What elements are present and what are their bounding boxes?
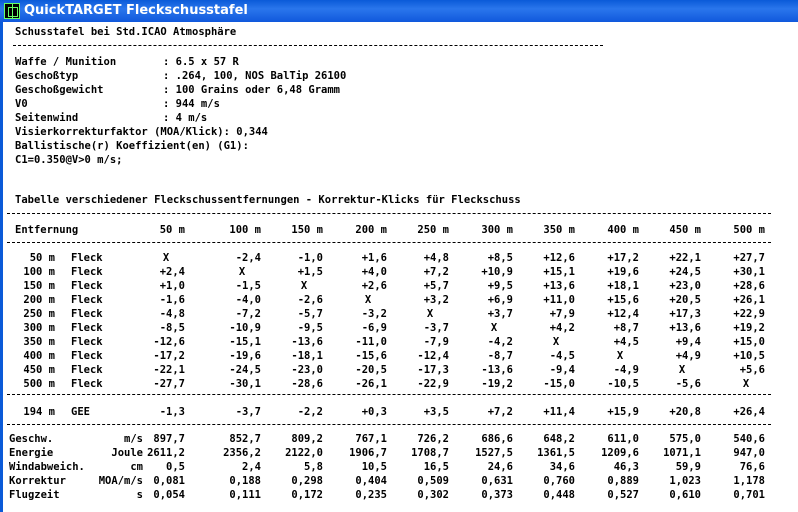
data-cell: 1527,5 [475, 447, 513, 459]
gee-cell: +15,9 [607, 406, 639, 418]
table-cell: -2,6 [297, 294, 323, 306]
data-row-label: Geschw. [9, 433, 54, 445]
table-cell: -5,7 [297, 308, 323, 320]
table-cell: +27,7 [733, 252, 765, 264]
table-cell: +1,0 [159, 280, 185, 292]
gee-cell: -2,2 [297, 406, 323, 418]
gee-cell: -1,3 [159, 406, 185, 418]
table-cell: +15,1 [543, 266, 575, 278]
table-cell: -6,9 [361, 322, 387, 334]
data-row-unit: cm [130, 461, 143, 473]
table-cell: X [616, 350, 624, 362]
info-label: Geschoßgewicht [15, 84, 104, 96]
divider [7, 394, 771, 395]
data-cell: 46,3 [613, 461, 639, 473]
row-distance: 200 m [23, 294, 55, 306]
table-cell: +9,5 [487, 280, 513, 292]
table-cell: +4,2 [549, 322, 575, 334]
data-cell: 2122,0 [285, 447, 323, 459]
column-header: 100 m [229, 224, 261, 236]
table-cell: +26,1 [733, 294, 765, 306]
gee-cell: +20,8 [669, 406, 701, 418]
table-cell: -28,6 [291, 378, 323, 390]
table-cell: +9,4 [675, 336, 701, 348]
row-distance: 500 m [23, 378, 55, 390]
table-cell: X [490, 322, 498, 334]
data-cell: 767,1 [355, 433, 387, 445]
column-header: 200 m [355, 224, 387, 236]
table-cell: -13,6 [291, 336, 323, 348]
table-cell: +22,1 [669, 252, 701, 264]
info-value: : 4 m/s [163, 112, 208, 124]
table-cell: +17,2 [607, 252, 639, 264]
data-cell: 0,404 [355, 475, 387, 487]
data-cell: 1361,5 [537, 447, 575, 459]
table-cell: +18,1 [607, 280, 639, 292]
row-label: Fleck [71, 280, 103, 292]
row-distance: 100 m [23, 266, 55, 278]
table-cell: +13,6 [543, 280, 575, 292]
table-cell: -4,0 [235, 294, 261, 306]
table-cell: +2,4 [159, 266, 185, 278]
data-cell: 611,0 [607, 433, 639, 445]
table-cell: -13,6 [481, 364, 513, 376]
data-cell: 0,235 [355, 489, 387, 501]
table-cell: +7,2 [423, 266, 449, 278]
data-cell: 1906,7 [349, 447, 387, 459]
data-cell: 2611,2 [147, 447, 185, 459]
table-cell: X [678, 364, 686, 376]
table-cell: +8,7 [613, 322, 639, 334]
row-label: Fleck [71, 308, 103, 320]
table-cell: +4,5 [613, 336, 639, 348]
data-row-unit: m/s [124, 433, 143, 445]
table-cell: -17,3 [417, 364, 449, 376]
table-cell: +15,6 [607, 294, 639, 306]
data-cell: 0,054 [153, 489, 185, 501]
table-cell: +4,8 [423, 252, 449, 264]
gee-cell: +0,3 [361, 406, 387, 418]
data-cell: 0,610 [669, 489, 701, 501]
table-cell: +5,6 [739, 364, 765, 376]
table-cell: +19,2 [733, 322, 765, 334]
data-cell: 852,7 [229, 433, 261, 445]
row-distance: 300 m [23, 322, 55, 334]
window-title: QuickTARGET Fleckschusstafel [24, 3, 248, 18]
data-cell: 0,509 [417, 475, 449, 487]
info-label: C1=0.350@V>0 m/s; [15, 154, 123, 166]
row-distance: 450 m [23, 364, 55, 376]
data-cell: 0,701 [733, 489, 765, 501]
table-title: Tabelle verschiedener Fleckschussentfernungen - Korrektur-Klicks für Fleckschuss [15, 194, 521, 206]
row-label: Fleck [71, 322, 103, 334]
info-label: V0 [15, 98, 28, 110]
data-row-label: Flugzeit [9, 489, 60, 501]
data-row-unit: Joule [111, 447, 143, 459]
info-value: : 6.5 x 57 R [163, 56, 239, 68]
table-cell: -24,5 [229, 364, 261, 376]
data-cell: 0,298 [291, 475, 323, 487]
table-cell: +3,7 [487, 308, 513, 320]
title-bar[interactable] [0, 0, 798, 22]
row-distance: 50 m [29, 252, 55, 264]
table-cell: X [162, 252, 170, 264]
column-header: 50 m [159, 224, 185, 236]
data-row-label: Korrektur [9, 475, 66, 487]
table-cell: -10,9 [229, 322, 261, 334]
report-heading: Schusstafel bei Std.ICAO Atmosphäre [15, 26, 237, 38]
table-cell: +1,6 [361, 252, 387, 264]
info-label: Ballistische(r) Koeffizient(en) (G1): [15, 140, 249, 152]
info-value: : .264, 100, NOS BalTip 26100 [163, 70, 347, 82]
data-cell: 0,373 [481, 489, 513, 501]
table-cell: -22,1 [153, 364, 185, 376]
data-cell: 0,172 [291, 489, 323, 501]
table-cell: +1,5 [297, 266, 323, 278]
app-icon [4, 3, 20, 19]
info-label: Geschoßtyp [15, 70, 79, 82]
gee-cell: +11,4 [543, 406, 575, 418]
table-cell: -27,7 [153, 378, 185, 390]
data-cell: 540,6 [733, 433, 765, 445]
table-cell: +24,5 [669, 266, 701, 278]
row-label: Fleck [71, 294, 103, 306]
data-cell: 0,760 [543, 475, 575, 487]
data-row-label: Windabweich. [9, 461, 85, 473]
table-cell: X [300, 280, 308, 292]
data-cell: 0,631 [481, 475, 513, 487]
data-cell: 76,6 [739, 461, 765, 473]
table-cell: -9,4 [549, 364, 575, 376]
data-cell: 809,2 [291, 433, 323, 445]
column-header: 250 m [417, 224, 449, 236]
gee-label: GEE [71, 406, 90, 418]
data-cell: 0,5 [166, 461, 185, 473]
column-header: 450 m [669, 224, 701, 236]
data-cell: 0,111 [229, 489, 261, 501]
column-header-label: Entfernung [15, 224, 79, 236]
table-cell: -3,2 [361, 308, 387, 320]
info-label: Waffe / Munition [15, 56, 117, 68]
row-label: Fleck [71, 364, 103, 376]
table-cell: -17,2 [153, 350, 185, 362]
row-distance: 150 m [23, 280, 55, 292]
table-cell: +19,6 [607, 266, 639, 278]
table-cell: +23,0 [669, 280, 701, 292]
row-distance: 350 m [23, 336, 55, 348]
column-header: 300 m [481, 224, 513, 236]
table-cell: -15,6 [355, 350, 387, 362]
data-cell: 648,2 [543, 433, 575, 445]
data-cell: 1209,6 [601, 447, 639, 459]
table-cell: +15,0 [733, 336, 765, 348]
table-cell: +4,0 [361, 266, 387, 278]
table-cell: +13,6 [669, 322, 701, 334]
row-label: Fleck [71, 266, 103, 278]
divider [13, 45, 603, 46]
data-cell: 947,0 [733, 447, 765, 459]
data-cell: 10,5 [361, 461, 387, 473]
gee-cell: -3,7 [235, 406, 261, 418]
table-cell: -15,0 [543, 378, 575, 390]
table-cell: -19,2 [481, 378, 513, 390]
table-cell: -12,6 [153, 336, 185, 348]
table-cell: -7,9 [423, 336, 449, 348]
row-label: Fleck [71, 350, 103, 362]
table-cell: -2,4 [235, 252, 261, 264]
table-cell: +4,9 [675, 350, 701, 362]
column-header: 500 m [733, 224, 765, 236]
table-cell: -15,1 [229, 336, 261, 348]
table-cell: +17,3 [669, 308, 701, 320]
data-row-label: Energie [9, 447, 54, 459]
data-cell: 5,8 [304, 461, 323, 473]
table-cell: -20,5 [355, 364, 387, 376]
info-value: : 944 m/s [163, 98, 220, 110]
table-cell: +11,0 [543, 294, 575, 306]
table-cell: +22,9 [733, 308, 765, 320]
row-distance: 400 m [23, 350, 55, 362]
table-cell: -1,0 [297, 252, 323, 264]
data-cell: 0,448 [543, 489, 575, 501]
data-cell: 1708,7 [411, 447, 449, 459]
divider [7, 242, 771, 243]
table-cell: +5,7 [423, 280, 449, 292]
table-cell: +28,6 [733, 280, 765, 292]
divider [7, 424, 771, 425]
table-cell: +10,5 [733, 350, 765, 362]
table-cell: -11,0 [355, 336, 387, 348]
table-cell: -3,7 [423, 322, 449, 334]
data-cell: 1,023 [669, 475, 701, 487]
data-cell: 1071,1 [663, 447, 701, 459]
data-cell: 0,081 [153, 475, 185, 487]
divider [7, 213, 771, 214]
table-cell: -12,4 [417, 350, 449, 362]
table-cell: X [238, 266, 246, 278]
table-cell: +2,6 [361, 280, 387, 292]
gee-cell: +3,5 [423, 406, 449, 418]
table-cell: -23,0 [291, 364, 323, 376]
table-cell: -4,9 [613, 364, 639, 376]
table-cell: +6,9 [487, 294, 513, 306]
table-cell: X [426, 308, 434, 320]
document-frame [0, 22, 798, 512]
table-cell: +3,2 [423, 294, 449, 306]
table-cell: -9,5 [297, 322, 323, 334]
data-cell: 2,4 [242, 461, 261, 473]
info-label: Visierkorrekturfaktor (MOA/Klick): 0,344 [15, 126, 268, 138]
table-cell: -7,2 [235, 308, 261, 320]
data-cell: 0,188 [229, 475, 261, 487]
info-value: : 100 Grains oder 6,48 Gramm [163, 84, 341, 96]
column-header: 350 m [543, 224, 575, 236]
table-cell: +12,6 [543, 252, 575, 264]
data-row-unit: s [136, 489, 143, 501]
data-row-unit: MOA/m/s [98, 475, 143, 487]
table-cell: -1,6 [159, 294, 185, 306]
table-cell: -5,6 [675, 378, 701, 390]
data-cell: 686,6 [481, 433, 513, 445]
gee-distance: 194 m [23, 406, 55, 418]
info-label: Seitenwind [15, 112, 79, 124]
table-cell: -4,5 [549, 350, 575, 362]
table-cell: +10,9 [481, 266, 513, 278]
data-cell: 0,889 [607, 475, 639, 487]
data-cell: 726,2 [417, 433, 449, 445]
table-cell: -4,8 [159, 308, 185, 320]
table-cell: -26,1 [355, 378, 387, 390]
table-cell: +30,1 [733, 266, 765, 278]
table-cell: X [552, 336, 560, 348]
table-cell: -8,5 [159, 322, 185, 334]
table-cell: X [364, 294, 372, 306]
table-cell: -8,7 [487, 350, 513, 362]
table-cell: +20,5 [669, 294, 701, 306]
table-cell: -1,5 [235, 280, 261, 292]
data-cell: 0,302 [417, 489, 449, 501]
column-header: 400 m [607, 224, 639, 236]
data-cell: 897,7 [153, 433, 185, 445]
table-cell: +7,9 [549, 308, 575, 320]
data-cell: 0,527 [607, 489, 639, 501]
document-content [3, 22, 798, 512]
table-cell: +8,5 [487, 252, 513, 264]
row-label: Fleck [71, 336, 103, 348]
column-header: 150 m [291, 224, 323, 236]
gee-cell: +26,4 [733, 406, 765, 418]
data-cell: 16,5 [423, 461, 449, 473]
table-cell: -19,6 [229, 350, 261, 362]
table-cell: X [742, 378, 750, 390]
data-cell: 24,6 [487, 461, 513, 473]
data-cell: 1,178 [733, 475, 765, 487]
table-cell: -22,9 [417, 378, 449, 390]
table-cell: +12,4 [607, 308, 639, 320]
row-label: Fleck [71, 252, 103, 264]
data-cell: 34,6 [549, 461, 575, 473]
data-cell: 59,9 [675, 461, 701, 473]
data-cell: 575,0 [669, 433, 701, 445]
gee-cell: +7,2 [487, 406, 513, 418]
data-cell: 2356,2 [223, 447, 261, 459]
table-cell: -18,1 [291, 350, 323, 362]
row-distance: 250 m [23, 308, 55, 320]
table-cell: -4,2 [487, 336, 513, 348]
row-label: Fleck [71, 378, 103, 390]
table-cell: -30,1 [229, 378, 261, 390]
table-cell: -10,5 [607, 378, 639, 390]
